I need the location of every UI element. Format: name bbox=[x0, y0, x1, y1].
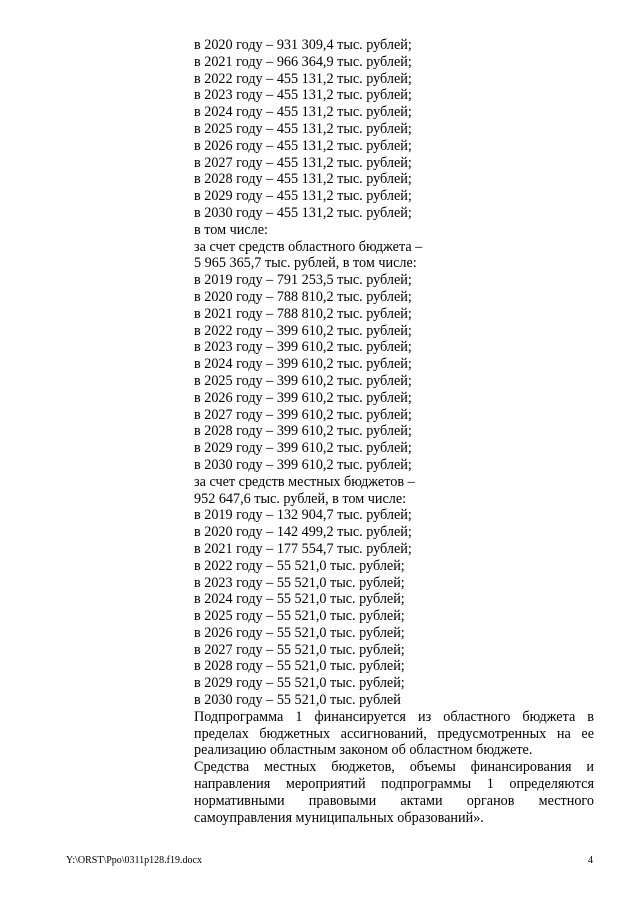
text-line: в 2021 году – 788 810,2 тыс. рублей; bbox=[194, 305, 412, 322]
text-line: в 2023 году – 455 131,2 тыс. рублей; bbox=[194, 87, 412, 104]
text-line: 5 965 365,7 тыс. рублей, в том числе: bbox=[194, 255, 417, 272]
text-line: в 2021 году – 966 364,9 тыс. рублей; bbox=[194, 53, 412, 70]
paragraph-local-budget-funds bbox=[194, 759, 594, 826]
paragraph-line: пределах бюджетных ассигнований, предусмотренных на ее bbox=[194, 725, 594, 742]
text-line: за счет средств областного бюджета – bbox=[194, 238, 423, 255]
paragraph-line: реализацию областным законом об областном бюджете. bbox=[194, 742, 533, 759]
text-line: в 2020 году – 788 810,2 тыс. рублей; bbox=[194, 288, 412, 305]
text-line: в 2025 году – 455 131,2 тыс. рублей; bbox=[194, 120, 412, 137]
text-line: в 2030 году – 55 521,0 тыс. рублей bbox=[194, 692, 401, 709]
text-line: в 2030 году – 399 610,2 тыс. рублей; bbox=[194, 456, 412, 473]
footer-file-path: Y:\ORST\Ppo\0311p128.f19.docx bbox=[66, 855, 202, 866]
text-line: в 2030 году – 455 131,2 тыс. рублей; bbox=[194, 204, 412, 221]
text-line: в 2028 году – 55 521,0 тыс. рублей; bbox=[194, 658, 405, 675]
paragraph-line: Подпрограмма 1 финансируется из областного бюджета в bbox=[194, 708, 594, 725]
text-line: в 2027 году – 399 610,2 тыс. рублей; bbox=[194, 406, 412, 423]
document-body bbox=[194, 37, 594, 826]
text-line: в 2019 году – 132 904,7 тыс. рублей; bbox=[194, 507, 412, 524]
text-line: в 2029 году – 55 521,0 тыс. рублей; bbox=[194, 675, 405, 692]
text-line: в 2024 году – 55 521,0 тыс. рублей; bbox=[194, 591, 405, 608]
paragraph-subprogram-financing bbox=[194, 709, 594, 759]
paragraph-line: самоуправления муниципальных образований». bbox=[194, 809, 484, 826]
text-line: в 2025 году – 399 610,2 тыс. рублей; bbox=[194, 372, 412, 389]
footer-page-number: 4 bbox=[588, 855, 593, 866]
text-line: 952 647,6 тыс. рублей, в том числе: bbox=[194, 490, 407, 507]
text-line: в 2025 году – 55 521,0 тыс. рублей; bbox=[194, 608, 405, 625]
text-line: в 2027 году – 55 521,0 тыс. рублей; bbox=[194, 641, 405, 658]
text-line: за счет средств местных бюджетов – bbox=[194, 473, 415, 490]
text-line: в 2023 году – 55 521,0 тыс. рублей; bbox=[194, 574, 405, 591]
text-line: в 2028 году – 399 610,2 тыс. рублей; bbox=[194, 423, 412, 440]
funding-lines bbox=[194, 37, 594, 709]
text-line: в 2022 году – 55 521,0 тыс. рублей; bbox=[194, 557, 405, 574]
text-line: в 2027 году – 455 131,2 тыс. рублей; bbox=[194, 154, 412, 171]
text-line: в 2022 году – 455 131,2 тыс. рублей; bbox=[194, 70, 412, 87]
text-line: в 2029 году – 455 131,2 тыс. рублей; bbox=[194, 188, 412, 205]
text-line: в 2023 году – 399 610,2 тыс. рублей; bbox=[194, 339, 412, 356]
text-line: в 2028 году – 455 131,2 тыс. рублей; bbox=[194, 171, 412, 188]
text-line: в 2022 году – 399 610,2 тыс. рублей; bbox=[194, 322, 412, 339]
text-line: в 2019 году – 791 253,5 тыс. рублей; bbox=[194, 272, 412, 289]
text-line: в 2026 году – 399 610,2 тыс. рублей; bbox=[194, 389, 412, 406]
paragraph-line: направления мероприятий подпрограммы 1 определяются bbox=[194, 776, 594, 793]
text-line: в 2029 году – 399 610,2 тыс. рублей; bbox=[194, 440, 412, 457]
text-line: в 2024 году – 399 610,2 тыс. рублей; bbox=[194, 356, 412, 373]
text-line: в 2020 году – 142 499,2 тыс. рублей; bbox=[194, 524, 412, 541]
paragraph-line: Средства местных бюджетов, объемы финансирования и bbox=[194, 759, 594, 776]
text-line: в 2024 году – 455 131,2 тыс. рублей; bbox=[194, 104, 412, 121]
text-line: в 2026 году – 55 521,0 тыс. рублей; bbox=[194, 624, 405, 641]
text-line: в 2026 году – 455 131,2 тыс. рублей; bbox=[194, 137, 412, 154]
paragraph-line: нормативными правовыми актами органов местного bbox=[194, 792, 594, 809]
text-line: в том числе: bbox=[194, 221, 268, 238]
text-line: в 2021 году – 177 554,7 тыс. рублей; bbox=[194, 540, 412, 557]
text-line: в 2020 году – 931 309,4 тыс. рублей; bbox=[194, 37, 412, 53]
